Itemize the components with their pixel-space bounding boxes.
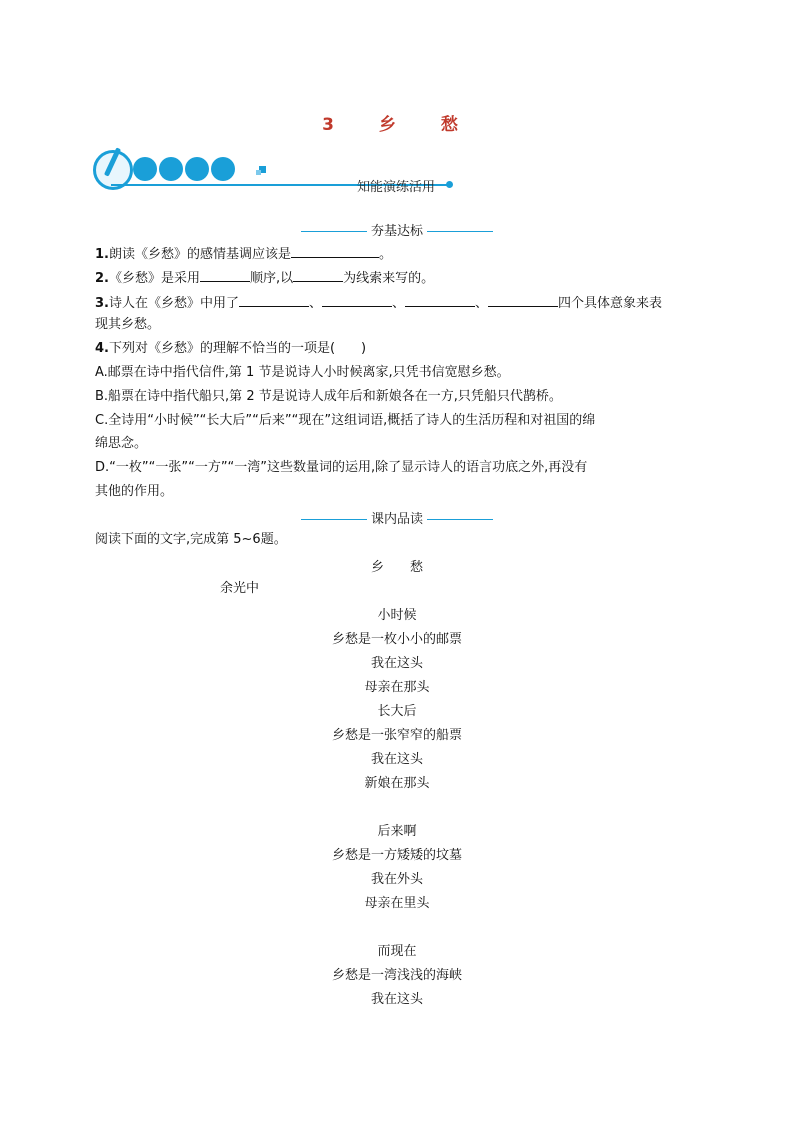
- poem-line: 我在这头: [370, 752, 423, 767]
- poem-line: 长大后: [377, 704, 417, 719]
- option-d[interactable]: D.“一枚”“一张”“一方”“一湾”这些数量词的运用,除了显示诗人的语言功底之外,再没有: [95, 460, 588, 475]
- poem-line: 乡愁是一方矮矮的坟墓: [331, 848, 462, 863]
- option-d-continued: 其他的作用。: [95, 484, 174, 499]
- poem-line: 后来啊: [377, 824, 417, 839]
- question-number: 3.: [95, 296, 109, 311]
- separator: 、: [475, 296, 489, 311]
- decorative-square-icon: [256, 170, 261, 175]
- poem-line: 我在这头: [370, 656, 423, 671]
- question-3: [95, 292, 662, 314]
- poem-line: 新娘在那头: [364, 776, 430, 791]
- poem-line: 我在这头: [370, 992, 423, 1007]
- poem-title: 乡 愁: [370, 560, 423, 575]
- section-heading-reading: [0, 508, 794, 527]
- answer-blank[interactable]: [405, 292, 475, 307]
- option-c-continued: 绵思念。: [95, 436, 148, 451]
- question-text: 四个具体意象来表: [558, 296, 663, 311]
- option-b[interactable]: B.船票在诗中指代船只,第 2 节是说诗人成年后和新娘各在一方,只凭船只代鹊桥。: [95, 389, 562, 404]
- answer-blank[interactable]: [239, 292, 309, 307]
- poem-line: 母亲在里头: [364, 896, 430, 911]
- question-number: 1.: [95, 247, 109, 262]
- question-1: [95, 243, 392, 265]
- section-heading-text: 课内品读: [370, 512, 423, 527]
- poem-line: 我在外头: [370, 872, 423, 887]
- question-3-continued: 现其乡愁。: [95, 317, 161, 332]
- answer-blank[interactable]: [293, 267, 343, 282]
- separator: 、: [309, 296, 323, 311]
- poem-author: 余光中: [220, 581, 260, 596]
- answer-blank[interactable]: [200, 267, 250, 282]
- banner-dot: [211, 157, 235, 181]
- answer-blank[interactable]: [291, 243, 379, 258]
- poem-line: 而现在: [377, 944, 417, 959]
- question-text: 顺序,以: [250, 271, 294, 286]
- question-text: 下列对《乡愁》的理解不恰当的一项是( ): [108, 341, 367, 356]
- question-2: [95, 267, 434, 289]
- separator: 、: [392, 296, 406, 311]
- poem-line: 乡愁是一张窄窄的船票: [331, 728, 462, 743]
- heading-rule-right: [427, 231, 493, 232]
- question-4: [95, 339, 366, 359]
- reading-intro: 阅读下面的文字,完成第 5~6题。: [95, 532, 287, 547]
- question-number: 4.: [95, 341, 109, 356]
- poem-line: 母亲在那头: [364, 680, 430, 695]
- answer-blank[interactable]: [488, 292, 558, 307]
- banner-endpoint-dot: [446, 181, 453, 188]
- question-text: 朗读《乡愁》的感情基调应该是: [108, 247, 291, 262]
- banner-label: 知能演练活用: [357, 180, 436, 195]
- banner-dot: [133, 157, 157, 181]
- option-c[interactable]: C.全诗用“小时候”“长大后”“后来”“现在”这组词语,概括了诗人的生活历程和对祖国的绵: [95, 413, 596, 428]
- question-number: 2.: [95, 271, 109, 286]
- banner-dots: [133, 157, 235, 181]
- poem-line: 小时候: [377, 608, 417, 623]
- heading-rule-left: [301, 519, 367, 520]
- question-text: 为线索来写的。: [343, 271, 435, 286]
- question-text: 。: [379, 247, 393, 262]
- poem-line: 乡愁是一湾浅浅的海峡: [331, 968, 462, 983]
- section-heading-text: 夯基达标: [370, 224, 423, 239]
- section-heading-basic: [0, 220, 794, 239]
- heading-rule-right: [427, 519, 493, 520]
- page-title: 3 乡 愁: [322, 115, 472, 135]
- banner-dot: [159, 157, 183, 181]
- banner-dot: [185, 157, 209, 181]
- poem-line: 乡愁是一枚小小的邮票: [331, 632, 462, 647]
- question-text: 诗人在《乡愁》中用了: [108, 296, 239, 311]
- answer-blank[interactable]: [322, 292, 392, 307]
- heading-rule-left: [301, 231, 367, 232]
- question-text: 《乡愁》是采用: [108, 271, 200, 286]
- option-a[interactable]: A.邮票在诗中指代信件,第 1 节是说诗人小时候离家,只凭书信宽慰乡愁。: [95, 365, 510, 380]
